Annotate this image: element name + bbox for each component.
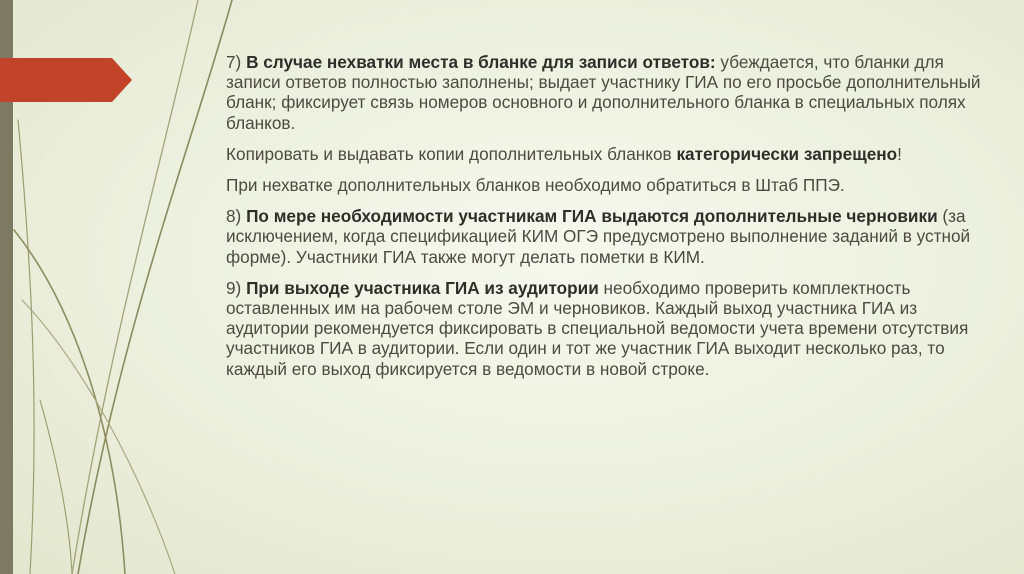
paragraph-9: 9) При выходе участника ГИА из аудитории необходимо проверить комплектность оставленных им на рабочем столе ЭМ и черновиков. Каждый выход участника ГИА из аудитории рекомендуется фиксировать в специальной ведомости учета времени отсутствия участников ГИА в аудитории. Если один и тот же участник ГИА выходит несколько раз, то каждый его выход фиксируется в ведомости в новой строке. xyxy=(226,277,969,379)
paragraph-7: 7) В случае нехватки места в бланке для записи ответов: убеждается, что бланки для записи ответов полностью заполнены; выдает участнику ГИА по его просьбе дополнительный бланк; фиксирует связь номеров основного и дополнительного бланка в специальных полях бланков. xyxy=(226,52,981,133)
slide-body xyxy=(226,52,996,390)
paragraph-8: 8) По мере необходимости участникам ГИА выдаются дополнительные черновики (за исключением, когда спецификацией КИМ ОГЭ предусмотрено выполнение заданий в устной форме). Участники ГИА также могут делать пометки в КИМ. xyxy=(226,206,971,267)
decor-curve-4 xyxy=(14,230,125,574)
decor-curve-6 xyxy=(40,400,72,574)
decorative-curves xyxy=(0,0,260,574)
paragraph-copy-warning: Копировать и выдавать копии дополнительных бланков категорически запрещено! xyxy=(226,143,902,164)
paragraph-shortage: При нехватке дополнительных бланков необходимо обратиться в Штаб ППЭ. xyxy=(226,175,845,196)
decor-curve-3 xyxy=(18,120,34,574)
decor-curve-5 xyxy=(22,300,175,574)
arrow-icon xyxy=(0,58,132,102)
